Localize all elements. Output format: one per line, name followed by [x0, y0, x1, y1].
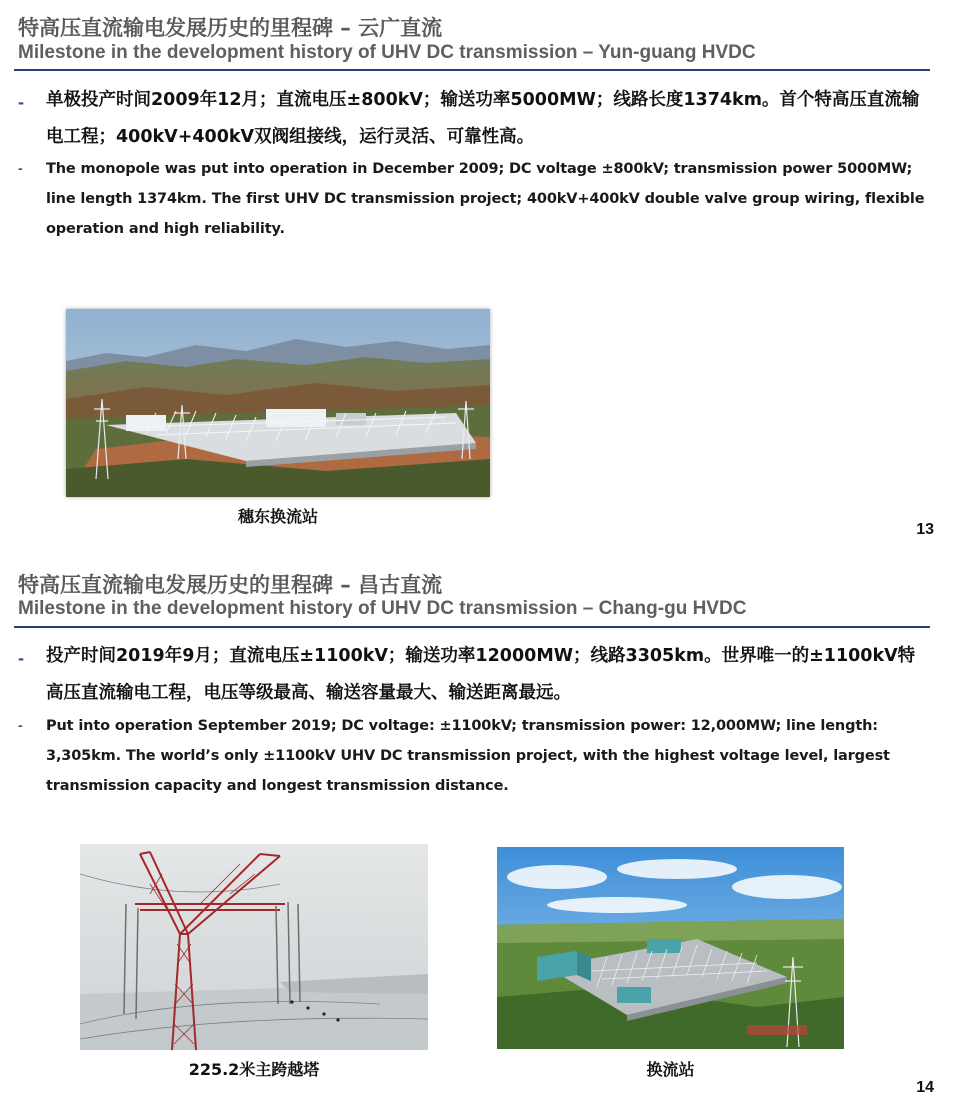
- bullet-dash: -: [18, 160, 23, 176]
- bullet-english: The monopole was put into operation in December 2009; DC voltage ±800kV; transmission power 5000MW; line length 1374km. The first UHV DC transmission project; 400kV+400kV double valve group wiring, flexible operation and high reliability.: [46, 161, 925, 237]
- page-number: 13: [916, 521, 934, 538]
- bullet-chinese: 单极投产时间2009年12月；直流电压±800kV；输送功率5000MW；线路长度1374km。首个特高压直流输电工程；400kV+400kV双阀组接线，运行灵活、可靠性高。: [46, 90, 920, 147]
- title-divider: [14, 626, 930, 628]
- bullet-dash: -: [18, 717, 23, 733]
- converter-station-photo: [66, 309, 490, 497]
- photo-caption: 穗东换流站: [237, 507, 318, 526]
- converter-station-photo: [497, 847, 844, 1049]
- slide-title-chinese: 特高压直流输电发展历史的里程碑 – 昌古直流: [18, 573, 443, 597]
- bullet-english: Put into operation September 2019; DC voltage: ±1100kV; transmission power: 12,000MW; line length: 3,305km. The world’s only ±1100kV UHV DC transmission project, with the highest voltage level, largest transmission capacity and longest transmission distance.: [46, 718, 890, 794]
- slide-title-chinese: 特高压直流输电发展历史的里程碑 – 云广直流: [18, 16, 443, 40]
- slide-title-english: Milestone in the development history of UHV DC transmission – Chang-gu HVDC: [18, 598, 747, 619]
- bullet-dash: -: [18, 648, 24, 668]
- slide-14: [0, 557, 964, 1114]
- bullet-dash: -: [18, 92, 24, 112]
- photo-caption: 换流站: [646, 1060, 695, 1079]
- title-divider: [14, 69, 930, 71]
- page-number: 14: [916, 1079, 934, 1096]
- crossing-tower-photo: [80, 844, 428, 1050]
- photo-caption: 225.2米主跨越塔: [188, 1060, 320, 1079]
- bullet-chinese: 投产时间2019年9月；直流电压±1100kV；输送功率12000MW；线路3305km。世界唯一的±1100kV特高压直流输电工程，电压等级最高、输送容量最大、输送距离最远。: [46, 646, 916, 703]
- slide-title-english: Milestone in the development history of UHV DC transmission – Yun-guang HVDC: [18, 42, 756, 63]
